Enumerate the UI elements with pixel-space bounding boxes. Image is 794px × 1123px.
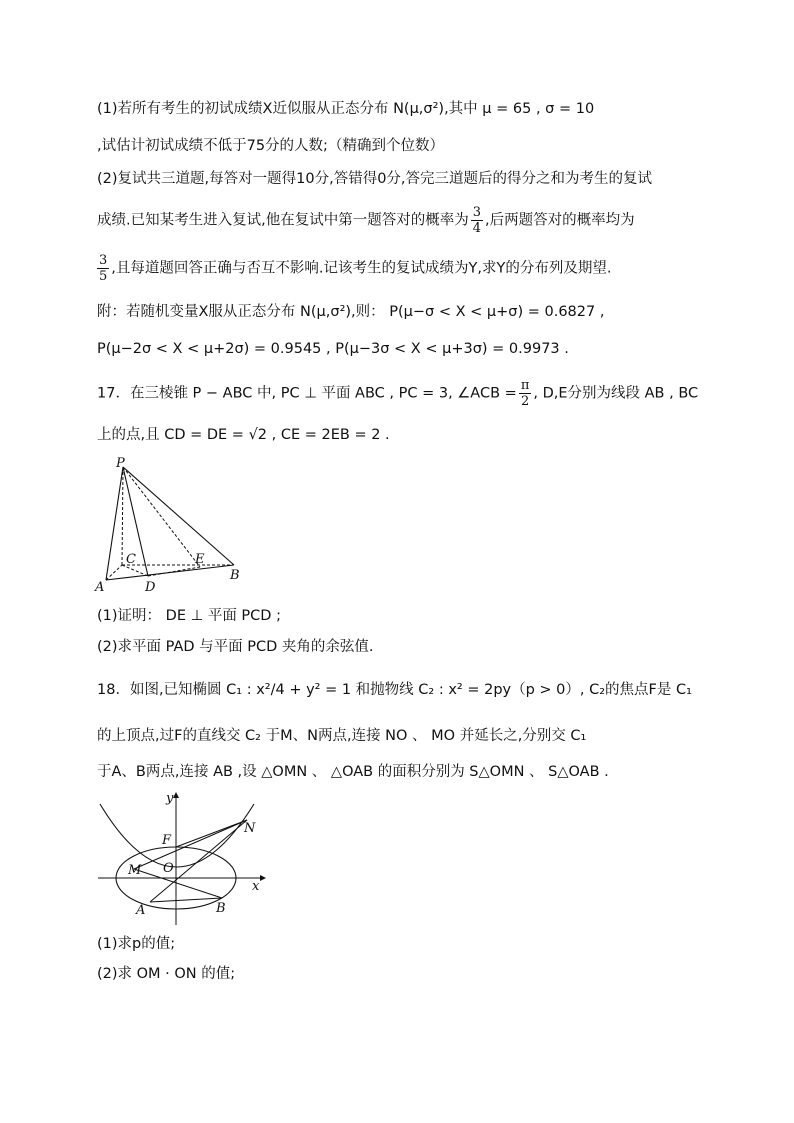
fraction-numerator: 3 [472, 205, 481, 220]
edge-DE [148, 567, 200, 576]
q17-stem-line2: 上的点,且 CD = DE = √2 , CE = 2EB = 2 . [97, 427, 390, 443]
q16-note-line2: P(μ−2σ < X < μ+2σ) = 0.9545 , P(μ−3σ < X < μ+3σ) = 0.9973 . [97, 341, 569, 357]
label-O: O [163, 861, 174, 876]
edge-PA [106, 467, 123, 580]
label-F: F [162, 833, 172, 848]
fraction-denominator: 2 [520, 394, 530, 409]
fraction-numerator: π [520, 378, 530, 393]
fraction-numerator: 3 [99, 253, 108, 268]
label-B: B [230, 568, 240, 583]
label-D: D [145, 580, 156, 595]
q16-part2-text-a: 成绩.已知某考生进入复试,他在复试中第一题答对的概率为 [97, 212, 469, 229]
q17-part2: (2)求平面 PAD 与平面 PCD 夹角的余弦值. [97, 639, 374, 655]
q17-angle-fraction [519, 378, 532, 409]
q16-fraction-other-questions [97, 253, 109, 284]
q16-fraction-first-question [471, 205, 483, 236]
q17-stem-line1 [97, 378, 698, 409]
label-C: C [126, 552, 136, 567]
label-A: A [95, 580, 105, 595]
line-MB [134, 869, 222, 898]
x-axis-arrow [260, 875, 266, 881]
q18-stem-line2: 的上顶点,过F的直线交 C₂ 于M、N两点,连接 NO 、 MO 并延长之,分别交 C₁ [97, 728, 587, 744]
q16-part2-line3 [97, 253, 611, 284]
q16-part1-line1: (1)若所有考生的初试成绩X近似服从正态分布 N(μ,σ²),其中 μ = 65 , σ = 10 [97, 101, 595, 117]
q16-part2-text-c: ,且每道题回答正确与否互不影响.记该考生的复试成绩为Y,求Y的分布列及期望. [111, 260, 612, 277]
q18-stem-line3: 于A、B两点,连接 AB ,设 △OMN 、 △OAB 的面积分别为 S△OMN 、 S△OAB . [97, 764, 609, 780]
q16-part2-line1: (2)复试共三道题,每答对一题得10分,答错得0分,答完三道题后的得分之和为考生的复试 [97, 171, 653, 187]
edge-PC [122, 467, 123, 565]
label-E: E [195, 552, 205, 567]
q17-part1: (1)证明： DE ⊥ 平面 PCD ; [97, 608, 281, 624]
line-FN [176, 820, 247, 847]
label-M: M [128, 863, 142, 878]
label-B: B [216, 901, 226, 916]
q17-pyramid-figure [92, 455, 252, 595]
q17-stem-text-a: 17．在三棱锥 P − ABC 中, PC ⊥ 平面 ABC , PC = 3, ∠ACB = [97, 385, 517, 402]
q16-note-line1: 附：若随机变量X服从正态分布 N(μ,σ²),则： P(μ−σ < X < μ+σ) = 0.6827 , [97, 304, 605, 320]
line-AB [150, 898, 222, 902]
label-P: P [116, 456, 125, 471]
line-MN [134, 820, 247, 869]
fraction-denominator: 4 [472, 221, 481, 236]
edge-PB [123, 467, 234, 565]
q18-ellipse-parabola-figure [92, 790, 272, 930]
label-A: A [136, 903, 146, 918]
q17-stem-text-b: , D,E分别为线段 AB , BC [533, 385, 699, 402]
label-N: N [244, 821, 256, 836]
q18-stem-line1: 18．如图,已知椭圆 C₁ : x²/4 + y² = 1 和抛物线 C₂ : x² = 2py（p > 0）, C₂的焦点F是 C₁ [97, 682, 692, 698]
q18-part2: (2)求 OM · ON 的值; [97, 966, 236, 982]
q16-part2-text-b: ,后两题答对的概率均为 [485, 212, 635, 229]
parabola-C2 [100, 804, 254, 867]
label-x: x [252, 879, 260, 894]
q16-part1-line2: ,试估计初试成绩不低于75分的人数;（精确到个位数） [97, 138, 444, 154]
label-y: y [166, 791, 174, 806]
y-axis-arrow [173, 792, 179, 798]
q18-part1: (1)求p的值; [97, 936, 176, 952]
fraction-denominator: 5 [99, 269, 108, 284]
q16-part2-line2 [97, 205, 635, 236]
